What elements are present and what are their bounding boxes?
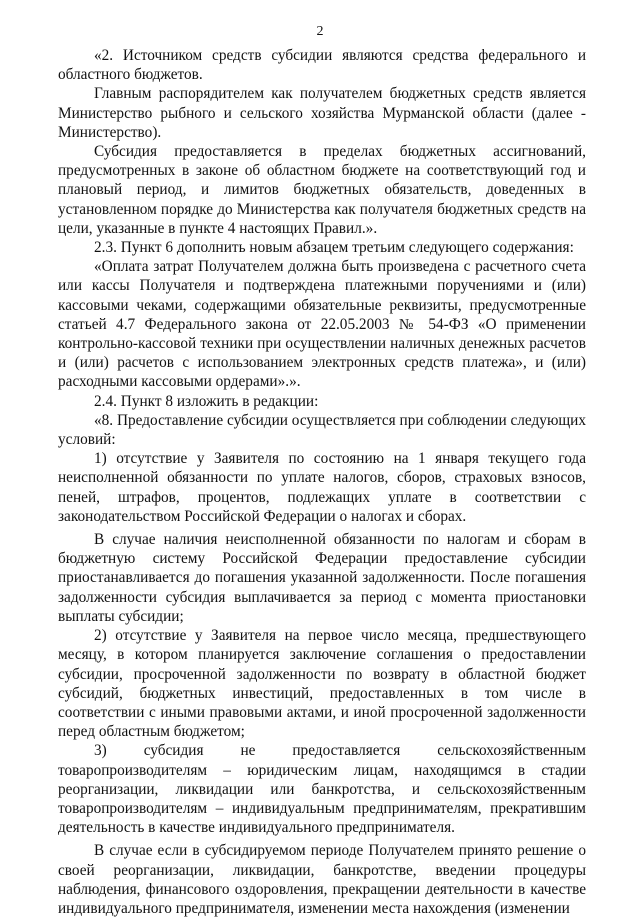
paragraph-condition-2: 2) отсутствие у Заявителя на первое число месяца, предшествующего месяцу, в котором планируется заключение соглашения о предоставлении субсидии, просроченной задолженности по возврату в областной бюджет субсидий, бюджетных инвестиций, предоставленных в том числе в соответствии с иными правовыми актами, и иной просроченной задолженности перед областным бюджетом; <box>58 627 586 741</box>
page-number: 2 <box>316 24 324 39</box>
paragraph-item-2-4: 2.4. Пункт 8 изложить в редакции: <box>94 392 319 410</box>
paragraph-subsidy-limits: Субсидия предоставляется в пределах бюджетных ассигнований, предусмотренных в законе об областном бюджете на соответствующий год и плановый период, и лимитов бюджетных обязательств, доведенных в установленном порядке до Министерства как получателя бюджетных средств на цели, указанные в пункте 4 настоящих Правил.». <box>58 143 586 237</box>
paragraph-payment-costs: «Оплата затрат Получателем должна быть произведена с расчетного счета или кассы Получателя и подтверждена платежными поручениями и (или) кассовыми чеками, содержащими обязательные реквизиты, предусмотренные статьей 4.7 Федерального закона от 22.05.2003 № 54-ФЗ «О применении контрольно-кассовой техники при осуществлении наличных денежных расчетов и (или) расчетов с использованием электронных средств платежа», и (или) расходными кассовыми ордерами».». <box>58 258 586 391</box>
paragraph-reorganization: В случае если в субсидируемом периоде Получателем принято решение о своей реорганизации, ликвидации, банкротстве, введении процедуры наблюдения, финансового оздоровления, прекращении деятельности в качестве индивидуального предпринимателя, изменении места нахождения (изменении <box>58 842 586 917</box>
paragraph-chief-administrator: Главным распорядителем как получателем бюджетных средств является Министерство рыбного и сельского хозяйства Мурманской области (далее - Министерство). <box>58 85 586 141</box>
paragraph-condition-3: 3) субсидия не предоставляется сельскохозяйственным товаропроизводителям – юридическим лицам, находящимся в стадии реорганизации, ликвидации или банкротства, и сельскохозяйственным товаропроизводителям – индивидуальным предпринимателям, прекратившим деятельность в качестве индивидуального предпринимателя. <box>58 742 586 837</box>
document-body <box>58 46 586 918</box>
paragraph-tax-debt: В случае наличия неисполненной обязанности по налогам и сборам в бюджетную систему Российской Федерации предоставление субсидии приостанавливается до погашения указанной задолженности. После погашения задолженности субсидия выплачивается за период с момента приостановки выплаты субсидии; <box>58 531 586 625</box>
paragraph-subsidy-source: «2. Источником средств субсидии являются средства федерального и областного бюджетов. <box>58 47 586 84</box>
paragraph-item-8-intro: «8. Предоставление субсидии осуществляется при соблюдении следующих условий: <box>58 411 586 449</box>
paragraph-item-2-3: 2.3. Пункт 6 дополнить новым абзацем третьим следующего содержания: <box>94 239 574 257</box>
paragraph-condition-1: 1) отсутствие у Заявителя по состоянию на 1 января текущего года неисполненной обязанности по уплате налогов, сборов, страховых взносов, пеней, штрафов, процентов, подлежащих уплате в соответствии с законодательством Российской Федерации о налогах и сборах. <box>58 450 586 525</box>
